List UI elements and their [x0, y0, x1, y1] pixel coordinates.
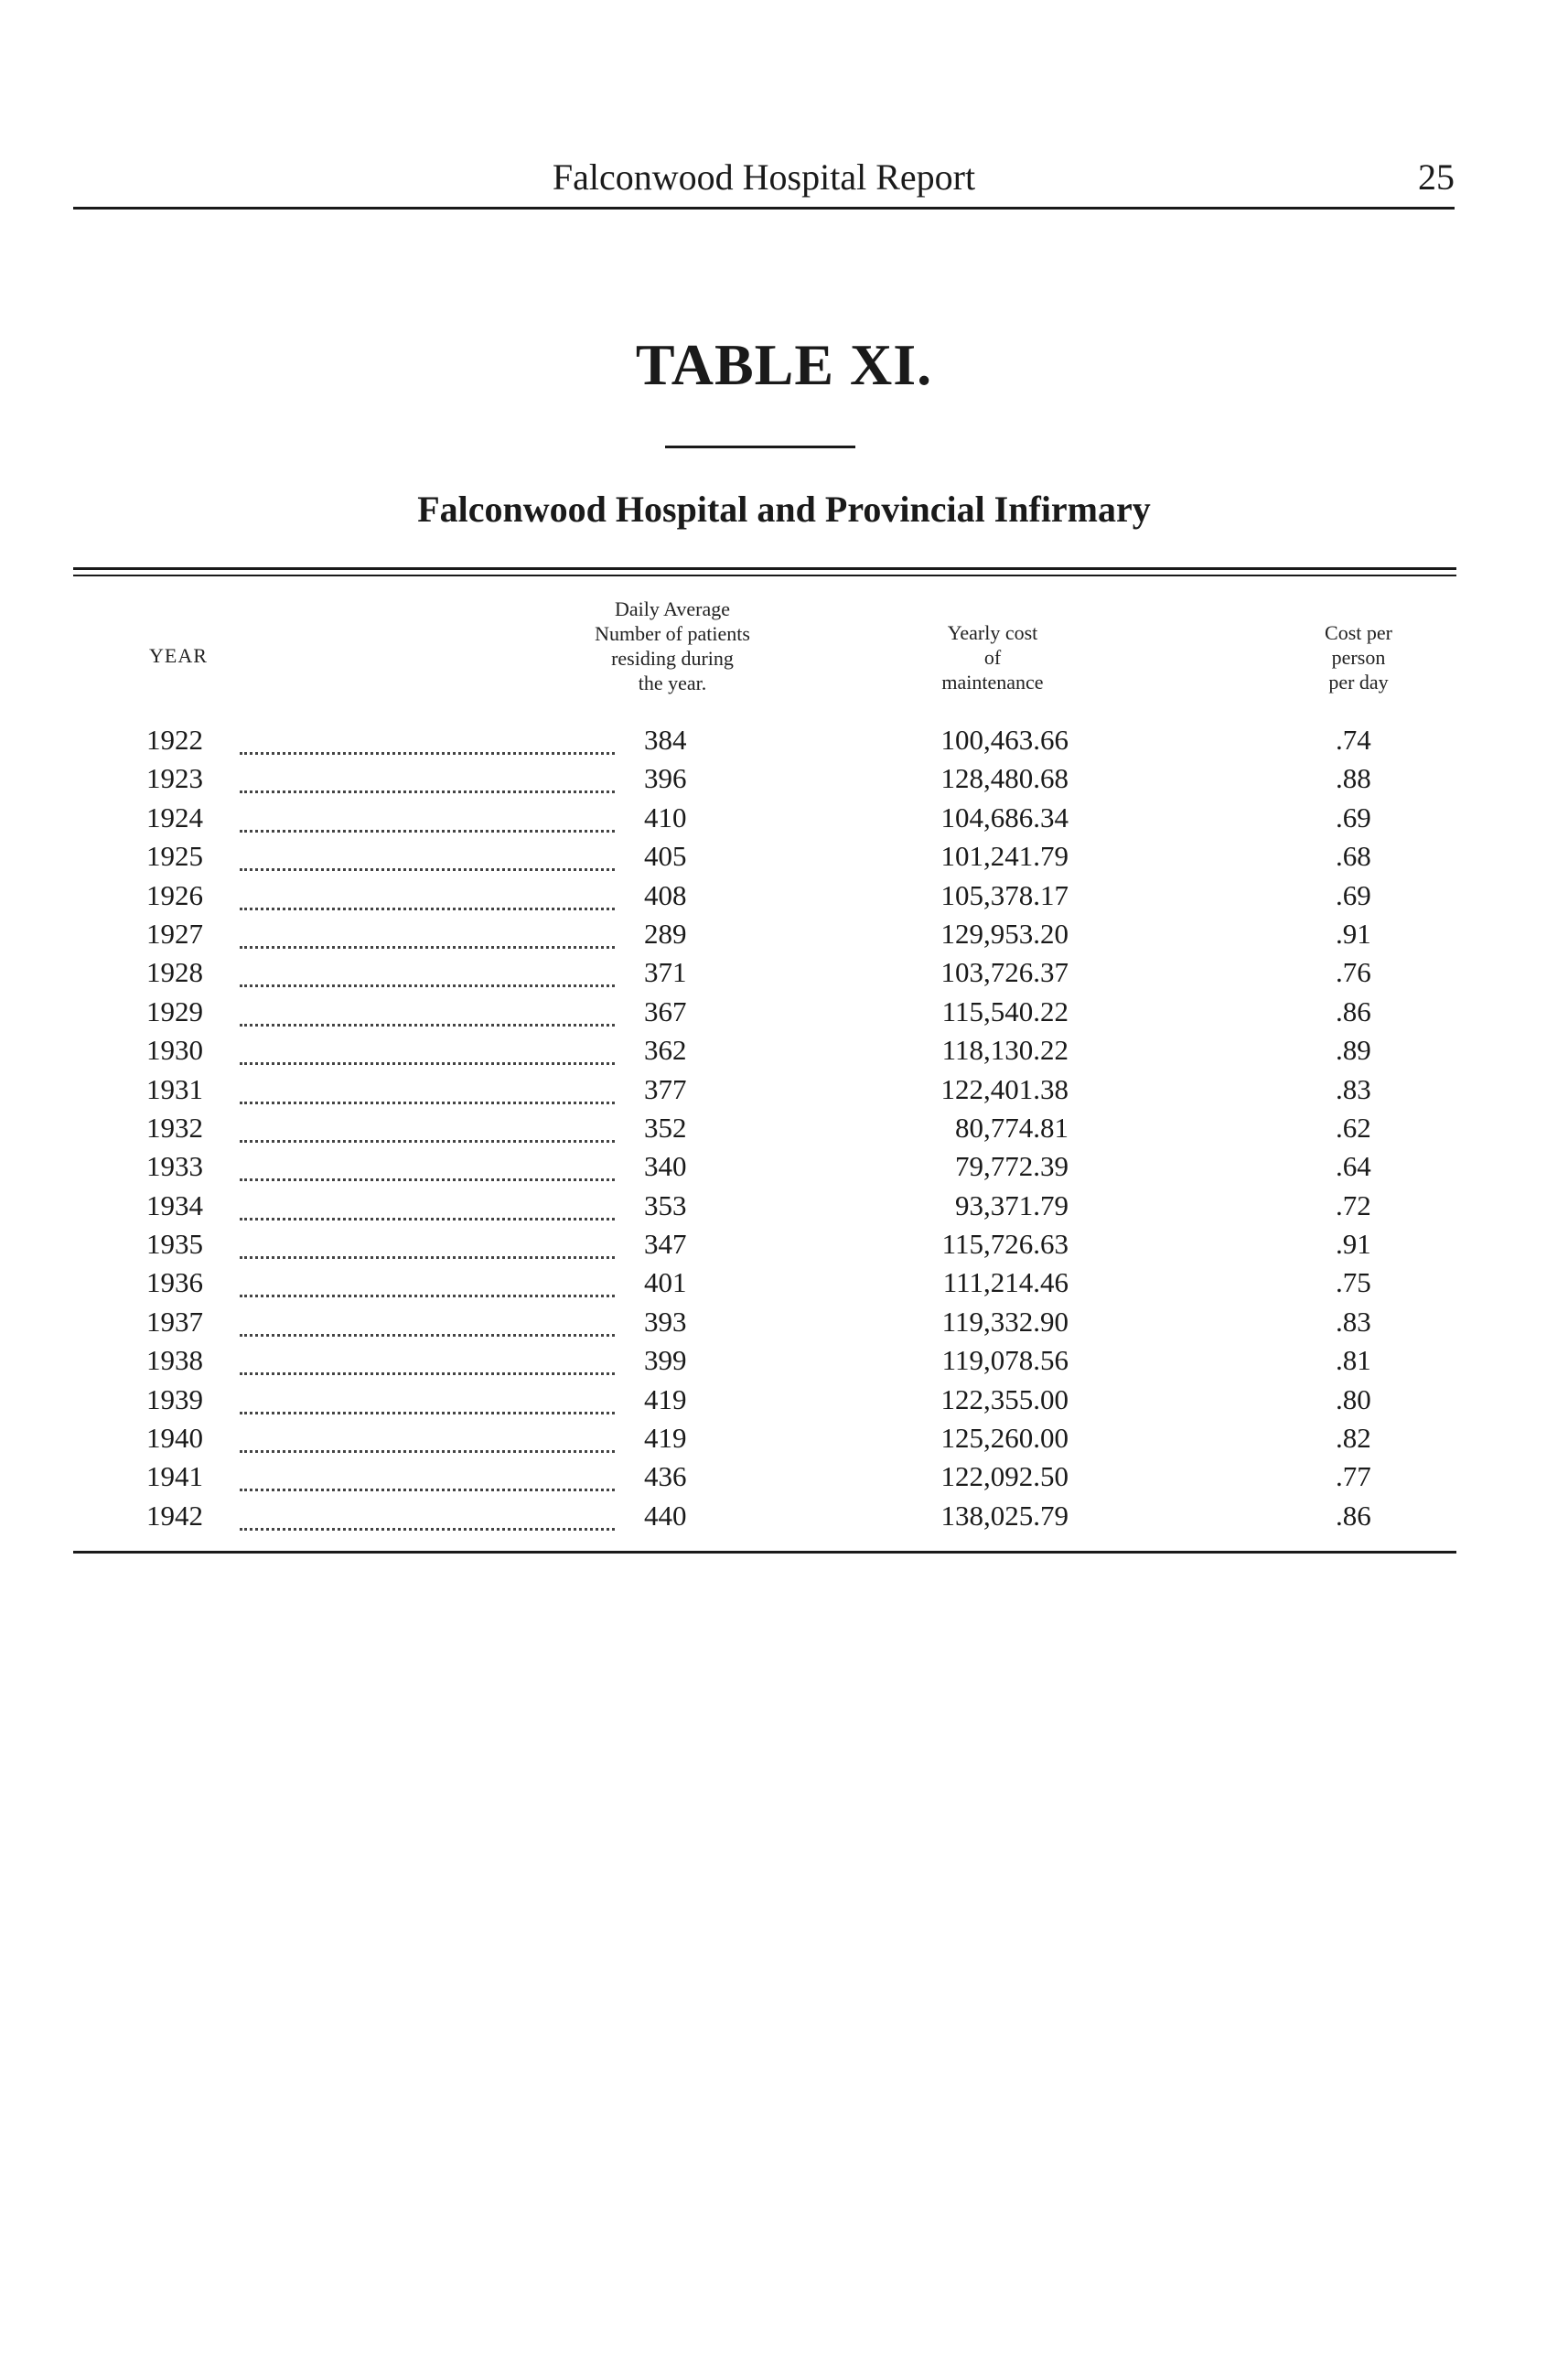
dot-leader — [240, 919, 615, 949]
page-number: 25 — [1418, 156, 1455, 198]
year-cell: 1930 — [146, 1034, 203, 1067]
header-rule — [73, 207, 1455, 210]
column-header-yearly-cost-line: of — [983, 646, 1002, 669]
table-row — [0, 1303, 1568, 1341]
yearly-cost-cell: 119,078.56 — [941, 1344, 1069, 1377]
patients-cell: 396 — [644, 762, 687, 795]
year-cell: 1922 — [146, 724, 203, 756]
year-cell: 1942 — [146, 1499, 203, 1532]
patients-cell: 419 — [644, 1422, 687, 1455]
dot-leader — [240, 1267, 615, 1297]
year-cell: 1936 — [146, 1266, 203, 1299]
yearly-cost-cell: 93,371.79 — [955, 1188, 1069, 1221]
year-cell: 1932 — [146, 1111, 203, 1144]
table-row — [0, 1070, 1568, 1109]
dot-leader — [240, 1151, 615, 1181]
table-row — [0, 759, 1568, 798]
cost-per-day-cell: .62 — [1336, 1111, 1371, 1144]
yearly-cost-cell: 129,953.20 — [940, 917, 1069, 950]
dot-leader — [240, 1307, 615, 1337]
year-cell: 1933 — [146, 1150, 203, 1183]
dot-leader — [240, 1384, 615, 1414]
table-row — [0, 1457, 1568, 1496]
dot-leader — [240, 1113, 615, 1143]
dot-leader — [240, 880, 615, 910]
cost-per-day-cell: .69 — [1336, 801, 1371, 833]
running-title: Falconwood Hospital Report — [552, 156, 976, 198]
column-header-year-label: YEAR — [149, 644, 208, 667]
column-header-patients-line: residing during — [611, 647, 734, 670]
yearly-cost-cell: 138,025.79 — [940, 1499, 1069, 1532]
yearly-cost-cell: 125,260.00 — [940, 1422, 1069, 1455]
cost-per-day-cell: .88 — [1336, 762, 1371, 795]
dot-leader — [240, 725, 615, 755]
column-header-cost-per-day — [1272, 620, 1445, 694]
cost-per-day-cell: .89 — [1336, 1034, 1371, 1067]
cost-per-day-cell: .82 — [1336, 1422, 1371, 1455]
title-divider — [665, 446, 855, 448]
year-cell: 1940 — [146, 1422, 203, 1455]
cost-per-day-cell: .74 — [1336, 724, 1371, 756]
cost-per-day-cell: .77 — [1336, 1460, 1371, 1493]
column-header-cost-per-day-line: per day — [1328, 671, 1389, 694]
column-header-yearly-cost-line: maintenance — [941, 671, 1044, 694]
cost-per-day-cell: .81 — [1336, 1344, 1371, 1377]
table-body — [0, 721, 1568, 1535]
cost-per-day-cell: .68 — [1336, 840, 1371, 873]
yearly-cost-cell: 115,540.22 — [941, 995, 1069, 1027]
yearly-cost-cell: 122,355.00 — [940, 1382, 1069, 1415]
patients-cell: 340 — [644, 1150, 687, 1183]
yearly-cost-cell: 100,463.66 — [940, 724, 1069, 756]
cost-per-day-cell: .69 — [1336, 878, 1371, 911]
year-cell: 1928 — [146, 956, 203, 989]
year-cell: 1924 — [146, 801, 203, 833]
patients-cell: 384 — [644, 724, 687, 756]
table-row — [0, 1419, 1568, 1457]
patients-cell: 408 — [644, 878, 687, 911]
table-bottom-rule — [73, 1551, 1456, 1554]
table-top-rule-inner — [73, 575, 1456, 576]
dot-leader — [240, 763, 615, 793]
dot-leader — [240, 1500, 615, 1531]
column-header-patients-line: Number of patients — [595, 622, 750, 645]
patients-cell: 367 — [644, 995, 687, 1027]
table-row — [0, 1031, 1568, 1070]
patients-cell: 419 — [644, 1382, 687, 1415]
cost-per-day-cell: .91 — [1336, 917, 1371, 950]
table-row — [0, 1109, 1568, 1147]
year-cell: 1927 — [146, 917, 203, 950]
yearly-cost-cell: 103,726.37 — [940, 956, 1069, 989]
yearly-cost-cell: 128,480.68 — [940, 762, 1069, 795]
yearly-cost-cell: 104,686.34 — [940, 801, 1069, 833]
year-cell: 1937 — [146, 1305, 203, 1338]
yearly-cost-cell: 118,130.22 — [941, 1034, 1069, 1067]
column-header-cost-per-day-line: person — [1331, 646, 1386, 669]
column-header-year — [137, 643, 220, 668]
patients-cell: 393 — [644, 1305, 687, 1338]
patients-cell: 289 — [644, 917, 687, 950]
dot-leader — [240, 802, 615, 833]
year-cell: 1939 — [146, 1382, 203, 1415]
cost-per-day-cell: .91 — [1336, 1228, 1371, 1261]
table-top-rule — [73, 567, 1456, 570]
dot-leader — [240, 1461, 615, 1491]
patients-cell: 377 — [644, 1072, 687, 1105]
dot-leader — [240, 1229, 615, 1259]
column-header-yearly-cost — [860, 620, 1125, 694]
year-cell: 1926 — [146, 878, 203, 911]
column-header-patients-line: the year. — [638, 672, 707, 694]
patients-cell: 371 — [644, 956, 687, 989]
column-header-patients — [521, 597, 823, 695]
dot-leader — [240, 1035, 615, 1065]
year-cell: 1929 — [146, 995, 203, 1027]
cost-per-day-cell: .76 — [1336, 956, 1371, 989]
cost-per-day-cell: .86 — [1336, 1499, 1371, 1532]
table-row — [0, 1225, 1568, 1264]
yearly-cost-cell: 79,772.39 — [955, 1150, 1069, 1183]
table-row — [0, 953, 1568, 992]
dot-leader — [240, 1190, 615, 1221]
year-cell: 1941 — [146, 1460, 203, 1493]
patients-cell: 399 — [644, 1344, 687, 1377]
table-row — [0, 1341, 1568, 1380]
cost-per-day-cell: .64 — [1336, 1150, 1371, 1183]
patients-cell: 405 — [644, 840, 687, 873]
table-row — [0, 799, 1568, 837]
dot-leader — [240, 1423, 615, 1453]
yearly-cost-cell: 115,726.63 — [941, 1228, 1069, 1261]
patients-cell: 401 — [644, 1266, 687, 1299]
table-row — [0, 721, 1568, 759]
cost-per-day-cell: .72 — [1336, 1188, 1371, 1221]
patients-cell: 352 — [644, 1111, 687, 1144]
patients-cell: 440 — [644, 1499, 687, 1532]
table-row — [0, 1264, 1568, 1302]
dot-leader — [240, 841, 615, 871]
yearly-cost-cell: 80,774.81 — [955, 1111, 1069, 1144]
patients-cell: 347 — [644, 1228, 687, 1261]
cost-per-day-cell: .83 — [1336, 1305, 1371, 1338]
table-title: TABLE XI. — [635, 332, 933, 397]
cost-per-day-cell: .86 — [1336, 995, 1371, 1027]
table-row — [0, 1381, 1568, 1419]
year-cell: 1934 — [146, 1188, 203, 1221]
year-cell: 1931 — [146, 1072, 203, 1105]
table-row — [0, 876, 1568, 915]
table-row — [0, 993, 1568, 1031]
table-subtitle: Falconwood Hospital and Provincial Infirmary — [417, 489, 1151, 530]
yearly-cost-cell: 105,378.17 — [940, 878, 1069, 911]
column-header-yearly-cost-line: Yearly cost — [947, 621, 1038, 644]
year-cell: 1938 — [146, 1344, 203, 1377]
patients-cell: 436 — [644, 1460, 687, 1493]
cost-per-day-cell: .83 — [1336, 1072, 1371, 1105]
column-header-patients-line: Daily Average — [614, 597, 731, 620]
yearly-cost-cell: 122,401.38 — [940, 1072, 1069, 1105]
dot-leader — [240, 1345, 615, 1375]
yearly-cost-cell: 122,092.50 — [940, 1460, 1069, 1493]
yearly-cost-cell: 111,214.46 — [942, 1266, 1069, 1299]
cost-per-day-cell: .75 — [1336, 1266, 1371, 1299]
dot-leader — [240, 996, 615, 1027]
column-header-cost-per-day-line: Cost per — [1325, 621, 1392, 644]
yearly-cost-cell: 101,241.79 — [940, 840, 1069, 873]
table-row — [0, 915, 1568, 953]
cost-per-day-cell: .80 — [1336, 1382, 1371, 1415]
patients-cell: 410 — [644, 801, 687, 833]
patients-cell: 362 — [644, 1034, 687, 1067]
table-row — [0, 1187, 1568, 1225]
patients-cell: 353 — [644, 1188, 687, 1221]
year-cell: 1925 — [146, 840, 203, 873]
year-cell: 1923 — [146, 762, 203, 795]
yearly-cost-cell: 119,332.90 — [941, 1305, 1069, 1338]
table-row — [0, 1497, 1568, 1535]
table-row — [0, 837, 1568, 876]
year-cell: 1935 — [146, 1228, 203, 1261]
running-head — [73, 156, 1455, 209]
table-row — [0, 1147, 1568, 1186]
dot-leader — [240, 1074, 615, 1104]
dot-leader — [240, 957, 615, 987]
